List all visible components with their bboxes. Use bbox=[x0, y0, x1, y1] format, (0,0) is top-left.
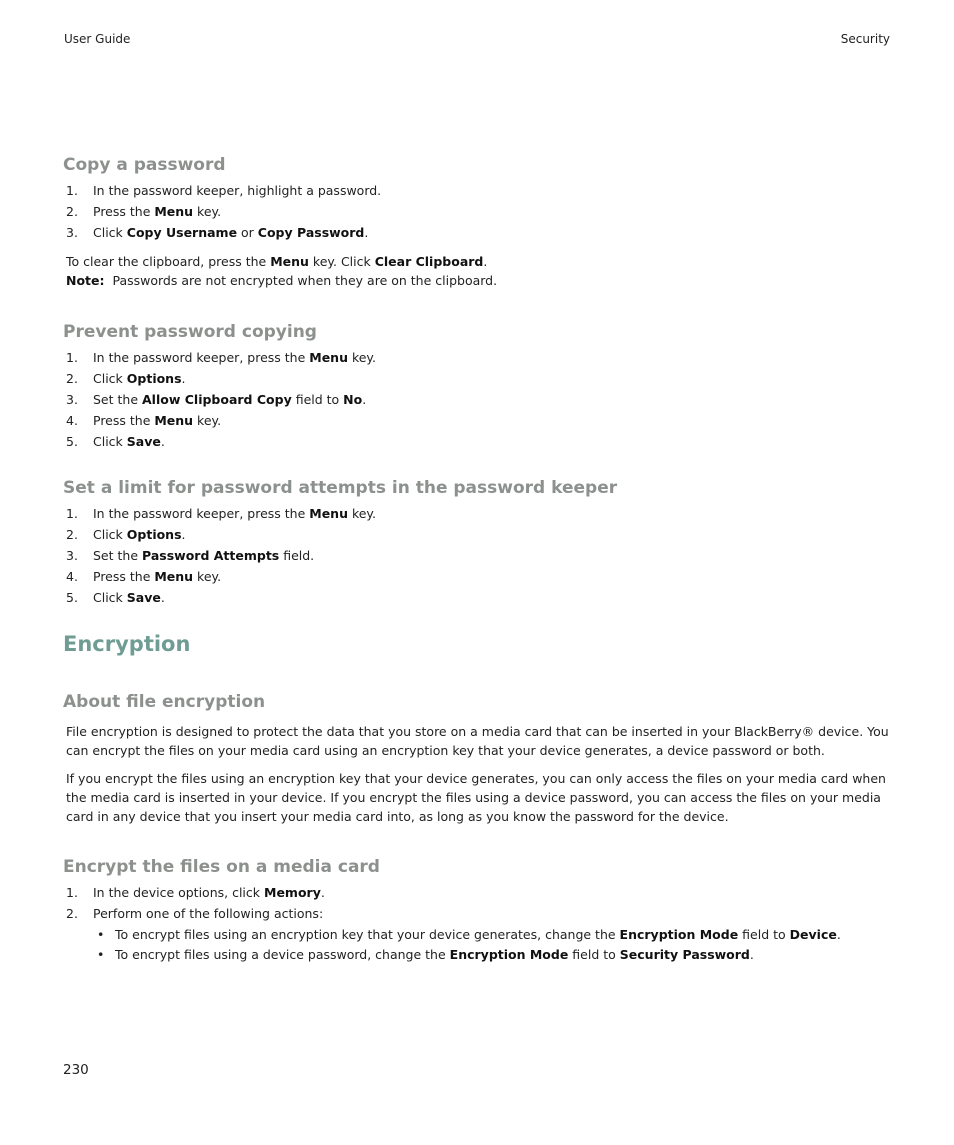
step-item: 2. Click Options. bbox=[66, 527, 186, 543]
step-item: 3. Set the Allow Clipboard Copy field to No. bbox=[66, 391, 367, 407]
step-item: 1. In the password keeper, press the Menu key. bbox=[66, 350, 377, 366]
step-item: 2. Press the Menu key. bbox=[66, 203, 222, 219]
page-content bbox=[63, 153, 893, 966]
section-encrypt-files bbox=[63, 855, 893, 966]
step-item: 2. Perform one of the following actions: bbox=[66, 906, 324, 922]
step-item: 4. Press the Menu key. bbox=[66, 412, 222, 428]
steps-encrypt-files bbox=[63, 883, 893, 925]
header-section-title: Security bbox=[840, 32, 890, 46]
section-about-file-encryption bbox=[63, 690, 893, 826]
heading-encrypt-files: Encrypt the files on a media card bbox=[63, 857, 380, 878]
step-item: 1. In the password keeper, press the Menu key. bbox=[66, 506, 377, 522]
about-paragraph-1: File encryption is designed to protect the data that you store on a media card that can be inserted in your BlackBerry® device. You can encrypt the files on your media card using an encryption key that your device generates, a device password or both. bbox=[66, 724, 889, 759]
clear-clipboard-text: To clear the clipboard, press the Menu key. Click Clear Clipboard. bbox=[66, 254, 488, 270]
step-item: 5. Click Save. bbox=[66, 433, 165, 449]
page-header bbox=[64, 32, 890, 46]
heading-encryption: Encryption bbox=[63, 632, 191, 657]
section-limit-attempts bbox=[63, 476, 893, 608]
heading-limit-attempts: Set a limit for password attempts in the password keeper bbox=[63, 478, 618, 499]
section-prevent-copying bbox=[63, 320, 893, 452]
about-paragraph-2: If you encrypt the files using an encryption key that your device generates, you can only access the files on your media card when the media card is inserted in your device. If you encrypt the files using a device password, you can access the files on your media card in any device that you insert your media card into, as long as you know the password for the device. bbox=[66, 771, 886, 825]
step-item: 3. Set the Password Attempts field. bbox=[66, 547, 315, 563]
heading-prevent-copying: Prevent password copying bbox=[63, 322, 317, 343]
note-label: Note: bbox=[66, 273, 105, 289]
step-item: 1. In the password keeper, highlight a password. bbox=[66, 183, 382, 198]
header-doc-title: User Guide bbox=[64, 32, 131, 46]
note: Note: Passwords are not encrypted when they are on the clipboard. bbox=[66, 273, 498, 289]
heading-copy-password: Copy a password bbox=[63, 155, 226, 175]
step-item: 5. Click Save. bbox=[66, 589, 165, 605]
section-copy-password bbox=[63, 153, 893, 290]
step-item: 4. Press the Menu key. bbox=[66, 568, 222, 584]
steps-copy-password bbox=[63, 181, 893, 243]
step-item: 2. Click Options. bbox=[66, 371, 186, 387]
heading-about-file-encryption: About file encryption bbox=[63, 692, 266, 713]
steps-limit-attempts bbox=[63, 504, 893, 608]
bullet-item: • To encrypt files using a device password, change the Encryption Mode field to Security Password. bbox=[93, 945, 893, 966]
bullet-item: • To encrypt files using an encryption key that your device generates, change the Encryption Mode field to Device. bbox=[93, 925, 893, 946]
page-number: 230 bbox=[63, 1062, 89, 1078]
steps-prevent-copying bbox=[63, 348, 893, 452]
step-item: 1. In the device options, click Memory. bbox=[66, 885, 325, 901]
encrypt-options-list bbox=[63, 925, 893, 966]
step-item: 3. Click Copy Username or Copy Password. bbox=[66, 224, 369, 240]
